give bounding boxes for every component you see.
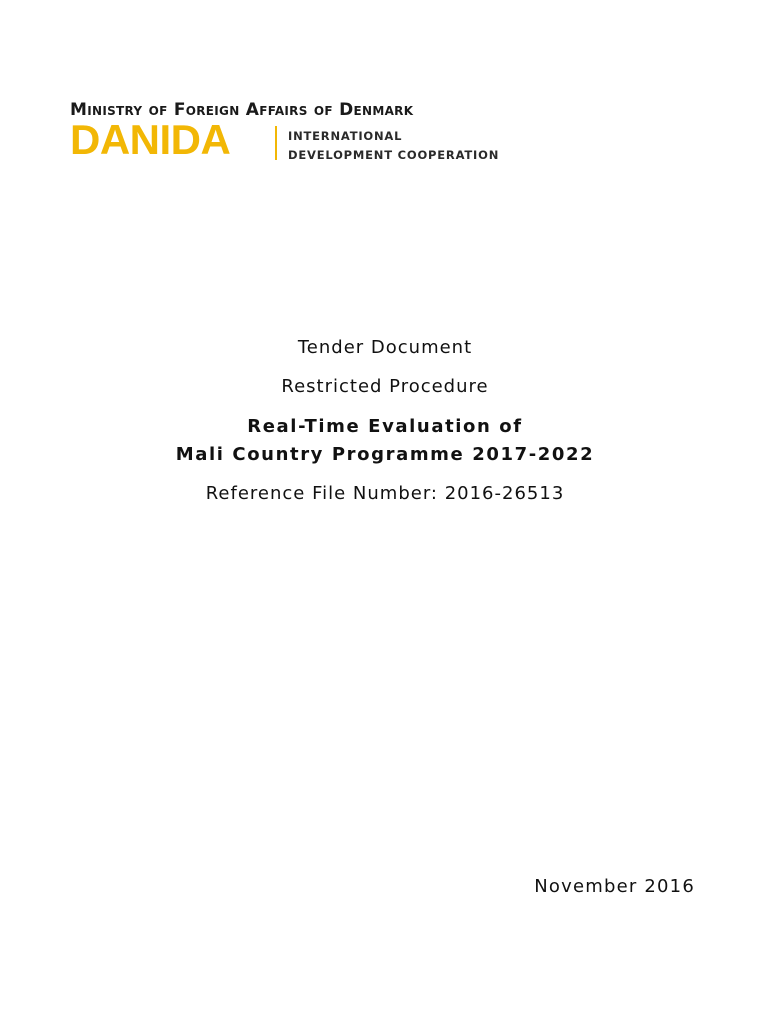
tagline-line-2: DEVELOPMENT COOPERATION [288, 148, 500, 162]
ministry-name: Ministry of Foreign Affairs of Denmark [70, 100, 414, 120]
logo-tagline [288, 127, 499, 165]
reference-number: Reference File Number: 2016-26513 [205, 483, 565, 504]
document-type: Tender Document [297, 337, 473, 358]
danida-wordmark: DANIDA [70, 116, 231, 163]
tagline-line-1: INTERNATIONAL [288, 129, 403, 143]
document-title-line-1: Real-Time Evaluation of [247, 416, 523, 437]
procedure-type: Restricted Procedure [281, 376, 489, 397]
logo-divider [275, 126, 277, 160]
document-date: November 2016 [534, 876, 695, 897]
danida-logo [70, 100, 510, 170]
document-title-line-2: Mali Country Programme 2017-2022 [175, 444, 595, 465]
